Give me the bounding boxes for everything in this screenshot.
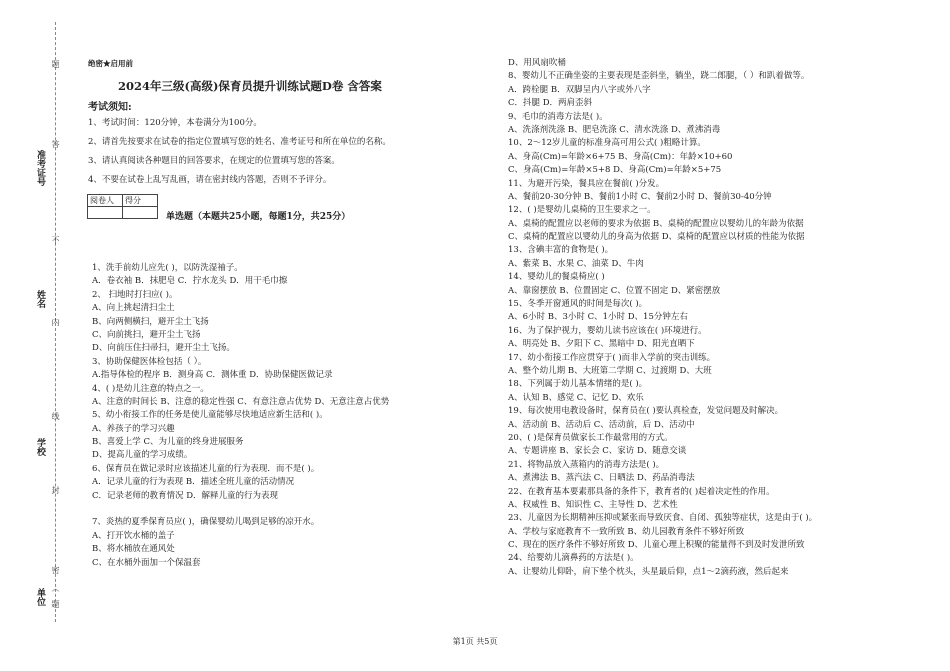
question-line: 11、为避开污染，餐具应在餐前( )分发。 [508,178,665,189]
score-header: 得分 [123,195,158,207]
question-line: B、向两侧横扫，避开尘土飞扬 [92,316,209,327]
question-line: A、紫菜 B、水果 C、油菜 D、牛肉 [508,258,644,269]
binding-char: （ [51,584,60,592]
score-table [87,194,158,219]
question-line: A、认知 B、感觉 C、记忆 D、欢乐 [508,392,644,403]
question-line: 18、下列属于幼儿基本情绪的是( )。 [508,379,648,390]
question-line: 3、协助保健医体检包括（ ）。 [92,356,207,367]
question-line: 19、每次使用电教设备时，保育员在( )要认真检查，发觉问题及时解决。 [508,406,784,417]
question-line: C、桌椅的配置应以婴幼儿的身高为依据 D、桌椅的配置应以材质的性能为依据 [508,232,805,243]
question-line: A、煮沸法 B、蒸汽法 C、日晒法 D、药品消毒法 [508,473,695,484]
notice-item: 1、考试时间：120分钟，本卷满分为100分。 [88,118,262,128]
question-line [92,503,389,516]
question-line: D、用风扇吹桶 [508,58,566,68]
question-line: A、让婴幼儿仰卧，肩下垫个枕头，头星最后仰，点1～2滴药液，然后起来 [508,566,789,577]
question-line: A、洗涤剂洗涤 B、肥皂洗涤 C、清水洗涤 D、煮沸消毒 [508,124,721,135]
question-line: 14、婴幼儿的餐桌椅应( ) [508,272,605,283]
question-line: A．记录儿童的行为表现 B．描述全班儿童的活动情况 [92,477,295,488]
question-line: A．跨栓腿 B．双脚呈内八字或外八字 [508,84,651,95]
question-line: A、向上挑起清扫尘土 [92,303,175,314]
question-line: 16、为了保护视力，婴幼儿读书应该在( )环境进行。 [508,325,707,336]
question-line: C、向前挑扫，避开尘土飞扬 [92,329,201,340]
question-line: 21、将物品放入蒸箱内的消毒方法是( )。 [508,459,665,470]
secret-label: 绝密★启用前 [88,59,133,68]
binding-char: 不 [51,236,60,244]
question-line: 2、 扫地时打扫应( )。 [92,289,178,300]
notice-item: 4、不要在试卷上乱写乱画，请在密封线内答题，否则不予评分。 [88,175,332,185]
question-line: A、打开饮水桶的盖子 [92,530,175,541]
notice-item: 3、请认真阅读各种题目的回答要求，在规定的位置填写您的答案。 [88,156,340,166]
notice-heading: 考试须知: [88,102,132,113]
question-line: 8、婴幼儿不正确坐姿的主要表现是歪斜坐，躺坐，跷二郎腿，（ ）和趴着做等。 [508,71,810,82]
question-line: C．抖腿 D．两肩歪斜 [508,98,593,109]
question-line: A、靠窗摆放 B、位置固定 C、位置不固定 D、紧密摆放 [508,285,721,296]
question-line: 17、幼小衔接工作应贯穿于( )而非入学前的突击训练。 [508,352,716,363]
question-line: A、身高(Cm)=年龄×6+75 B、身高(Cm)：年龄×10+60 [508,151,733,162]
question-line: A、学校与家庭教育不一致所致 B、幼儿园教育条件不够好所致 [508,526,745,537]
question-line: 24、给婴幼儿滴鼻药的方法是( )。 [508,553,639,564]
question-line: D、提高儿童的学习成绩。 [92,450,193,461]
question-line: 20、( )是保育员做家长工作最常用的方式。 [508,432,673,443]
question-line: 22、在教育基本要素那具备的条件下，教育者的( )起着决定性的作用。 [508,486,775,497]
binding-char: 题 [51,600,60,608]
question-line: C、身高(Cm)=年龄×5+8 D、身高(Cm)=年龄×5+75 [508,165,722,176]
reviewer-cell[interactable] [88,207,123,219]
question-line: C、现在的医疗条件不够好所致 D、儿童心理上积聚的能量得不到及时发泄所致 [508,540,805,551]
score-cell[interactable] [123,207,158,219]
question-line: A、权威性 B、知识性 C、主导性 D、艺术性 [508,499,678,510]
question-line: A．卷衣袖 B．抹肥皂 C．拧水龙头 D．用干毛巾擦 [92,276,288,287]
question-line: D、向前压住扫帚扫，避开尘土飞扬。 [92,343,235,354]
question-line: B、喜爱上学 C、为儿童的终身进展服务 [92,437,244,448]
question-line: A、餐前20-30分钟 B、餐前1小时 C、餐前2小时 D、餐前30-40分钟 [508,191,772,202]
question-line: 5、幼小衔接工作的任务是使儿童能够尽快地适应新生活和( )。 [92,410,328,421]
binding-char: 密 [51,566,60,574]
notice-item: 2、请首先按要求在试卷的指定位置填写您的姓名、准考证号和所在单位的名称。 [88,137,391,147]
question-line: 23、儿童因为长期精神压抑或紧张而导致厌食、自闭、孤独等症状，这是由于( )。 [508,513,818,524]
name-label: 姓名 [35,290,45,308]
question-line: A、注意的时间长 B、注意的稳定性强 C、有意注意占优势 D、无意注意占优势 [92,396,390,407]
question-line: A、活动前 B、活动后 C、活动前，后 D、活动中 [508,419,695,430]
question-line: A、6小时 B、3小时 C、1小时 D、15分钟左右 [508,312,688,323]
question-line: A.指导体检的程序 B．测身高 C．测体重 D．协助保健医做记录 [92,370,333,381]
school-label: 学校 [35,438,45,456]
left-column [92,262,389,570]
question-line: 6、保育员在做记录时应该描述儿童的行为表现．而不是( )。 [92,463,320,474]
question-line: A、明亮处 B、夕阳下 C、黑暗中 D、阳光直晒下 [508,339,695,350]
question-line: 15、冬季开窗通风的时间是每次( )。 [508,299,648,310]
binding-char: 内 [51,318,60,326]
question-line: A、专题讲座 B、家长会 C、家访 D、随意交谈 [508,446,687,457]
question-line: A、养孩子的学习兴趣 [92,423,175,434]
question-line: 12、( )是婴幼儿桌椅的卫生要求之一。 [508,205,656,216]
page-title: 2024年三级(高级)保育员提升训练试题D卷 含答案 [118,79,382,93]
unit-label: 单位 [35,588,45,606]
question-line: 1、洗手前幼儿应先( )，以防洗湿袖子。 [92,263,243,273]
binding-char: 线 [51,412,60,420]
exam-no-label: 准考证号 [35,150,45,186]
question-line: 9、毛巾的消毒方法是( )。 [508,111,608,122]
binding-char: 答 [51,140,60,148]
question-line [508,579,817,592]
binding-char: 题 [51,60,60,68]
question-line: 4、( )是幼儿注意的特点之一。 [92,383,209,394]
question-line: C、在水桶外面加一个保温套 [92,557,201,568]
question-line: A、桌椅的配置应以老师的要求为依据 B、桌椅的配置应以婴幼儿的年龄为依据 [508,218,804,229]
question-line: B、将水桶放在通风处 [92,544,175,555]
reviewer-header: 阅卷人 [88,195,123,207]
page-number: 第1页 共5页 [452,637,498,646]
question-line: 7、炎热的夏季保育员应( )，确保婴幼儿喝到足够的凉开水。 [92,517,320,528]
binding-char: 封 [51,486,60,494]
question-line: C．记录老师的教育情况 D．解释儿童的行为表现 [92,490,279,501]
right-column [508,57,817,593]
section-heading: 单选题（本题共25小题，每题1分，共25分） [166,212,351,222]
question-line: 13、含碘丰富的食物是( )。 [508,245,614,256]
question-line: A、整个幼儿期 B、大班第二学期 C、过渡期 D、大班 [508,365,712,376]
question-line: 10、2～12岁儿童的标准身高可用公式( )粗略计算。 [508,138,706,149]
